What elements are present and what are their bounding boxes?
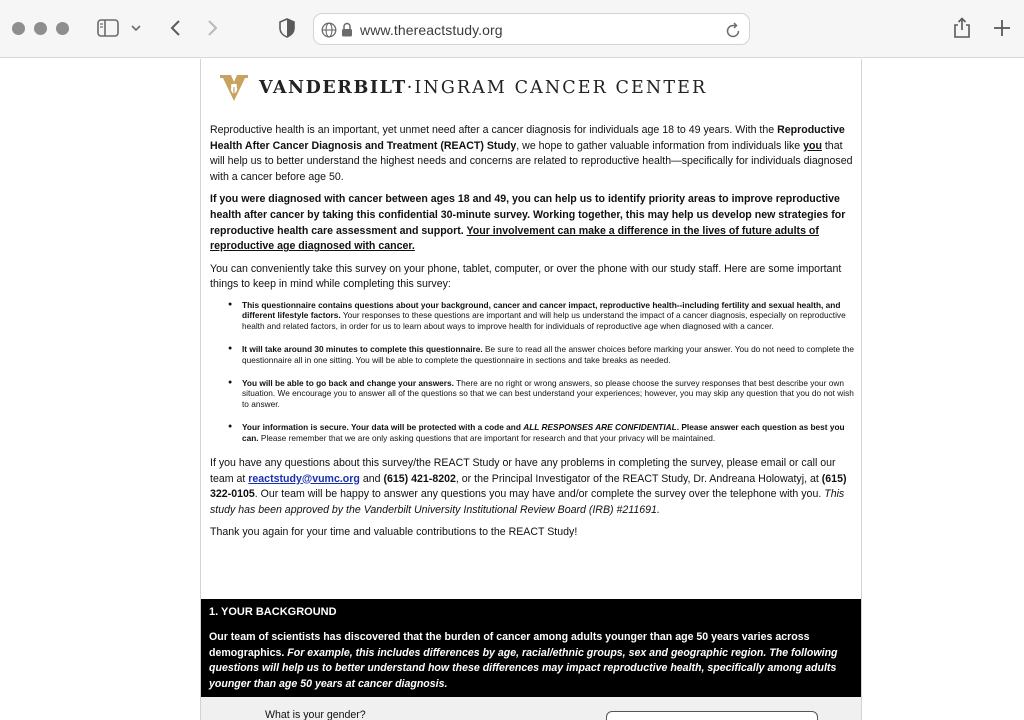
irb-notice: This study has been approved by the Vanderbilt University Institutional Review Board (IRB) #211691.	[210, 488, 845, 516]
intro-paragraph-1: Reproductive health is an important, yet unmet need after a cancer diagnosis for individuals age 18 to 49 years. With the Reproductive Health After Cancer Diagnosis and Treatment (REACT) Study, we hope to gather valuable information from individuals like you that will help us to better understand the highest needs and concerns are related to reproductive health—specifically for individuals diagnosed with a cancer before age 50.	[210, 124, 853, 183]
browser-toolbar	[0, 0, 1024, 58]
section-header-your-background	[201, 599, 861, 697]
logo-name-rest: ·INGRAM CANCER CENTER	[406, 78, 708, 98]
email-link[interactable]: reactstudy@vumc.org	[248, 472, 360, 485]
contact-paragraph: If you have any questions about this survey/the REACT Study or have any problems in completing the survey, please email or call our team at reactstudy@vumc.org and (615) 421-8202, or the Principal Investigator of the REACT Study, Dr. Andreana Holowatyj, at (615) 322-0105. Our team will be happy to answer any questions you may have and/or complete the survey over the telephone with you. This study has been approved by the Vanderbilt University Institutional Review Board (IRB) #211691.	[210, 457, 847, 516]
phone-number-1: (615) 421-8202	[383, 472, 456, 485]
list-item: ● You will be able to go back and change your answers. There are no right or wrong answers, so please choose the survey responses that best describe your own situation. We encourage you to answer all of the questions so that we can best understand your experiences; however, you may skip any question that you do not wish to answer.	[210, 378, 855, 409]
logo-name-bold: VANDERBILT	[259, 78, 407, 98]
privacy-shield-icon[interactable]	[276, 16, 298, 40]
back-button[interactable]	[164, 16, 186, 40]
intro-paragraph-3: You can conveniently take this survey on your phone, tablet, computer, or over the phone with our study staff. Here are some important things to keep in mind while completing this survey:	[210, 262, 842, 291]
list-item: ● It will take around 30 minutes to complete this questionnaire. Be sure to read all the answer choices before marking your answer. You do not need to complete the questionnaire all in one sitting. You will be able to complete the questionnaire in sections and take breaks as needed.	[210, 344, 855, 365]
minimize-window-button[interactable]	[34, 22, 47, 35]
share-icon[interactable]	[950, 14, 974, 42]
sidebar-toggle-icon[interactable]	[96, 18, 120, 38]
list-item: ● This questionnaire contains questions about your background, cancer and cancer impact, reproductive health--including fertility and sexual health, and different lifestyle factors. Your responses to these questions are important and will help us understand the impact of a cancer diagnosis, especially on reproductive health and related factors, in order for us to learn about ways to improve health for individuals of reproductive age when diagnosed with a cancer.	[210, 300, 855, 331]
vanderbilt-ingram-logo	[219, 73, 707, 103]
globe-icon	[321, 22, 337, 38]
survey-guidelines-list	[210, 300, 855, 443]
reload-icon[interactable]	[725, 21, 741, 39]
vanderbilt-v-oak-logo-icon	[219, 73, 249, 103]
intro-text	[210, 123, 855, 548]
section-description: Our team of scientists has discovered that the burden of cancer among adults younger than age 50 years varies across demographics. For example, this includes differences by age, racial/ethnic groups, sex and geographic region. The following questions will help us to better understand how these differences may impact reproductive health, specifically among adults younger than age 50 years at cancer diagnosis.	[209, 631, 838, 690]
phone-number-2: (615) 322-0105	[210, 472, 847, 501]
question-row-gender	[201, 697, 861, 720]
url-text: www.thereactstudy.org	[360, 22, 503, 38]
close-window-button[interactable]	[12, 22, 25, 35]
thanks-text: Thank you again for your time and valuable contributions to the REACT Study!	[210, 526, 578, 539]
gender-select[interactable]	[606, 711, 818, 720]
survey-page	[200, 59, 862, 720]
chevron-down-icon[interactable]	[129, 18, 143, 38]
lock-icon	[341, 22, 355, 38]
address-bar[interactable]	[313, 13, 750, 45]
intro-paragraph-2: If you were diagnosed with cancer between ages 18 and 49, you can help us to identify priority areas to improve reproductive health after cancer by taking this confidential 30-minute survey. Working together, this may help us develop new strategies for reproductive health care assessment and support. Your involvement can make a difference in the lives of future adults of reproductive age diagnosed with cancer.	[210, 193, 846, 253]
zoom-window-button[interactable]	[56, 22, 69, 35]
question-label: What is your gender?	[265, 709, 366, 720]
new-tab-icon[interactable]	[990, 16, 1014, 40]
list-item: ● Your information is secure. Your data will be protected with a code and ALL RESPONSES ARE CONFIDENTIAL. Please answer each question as best you can. Please remember that we are only asking questions that are important for research and that your privacy will be maintained.	[210, 422, 855, 443]
section-title: 1. YOUR BACKGROUND	[209, 606, 337, 618]
forward-button[interactable]	[202, 16, 224, 40]
